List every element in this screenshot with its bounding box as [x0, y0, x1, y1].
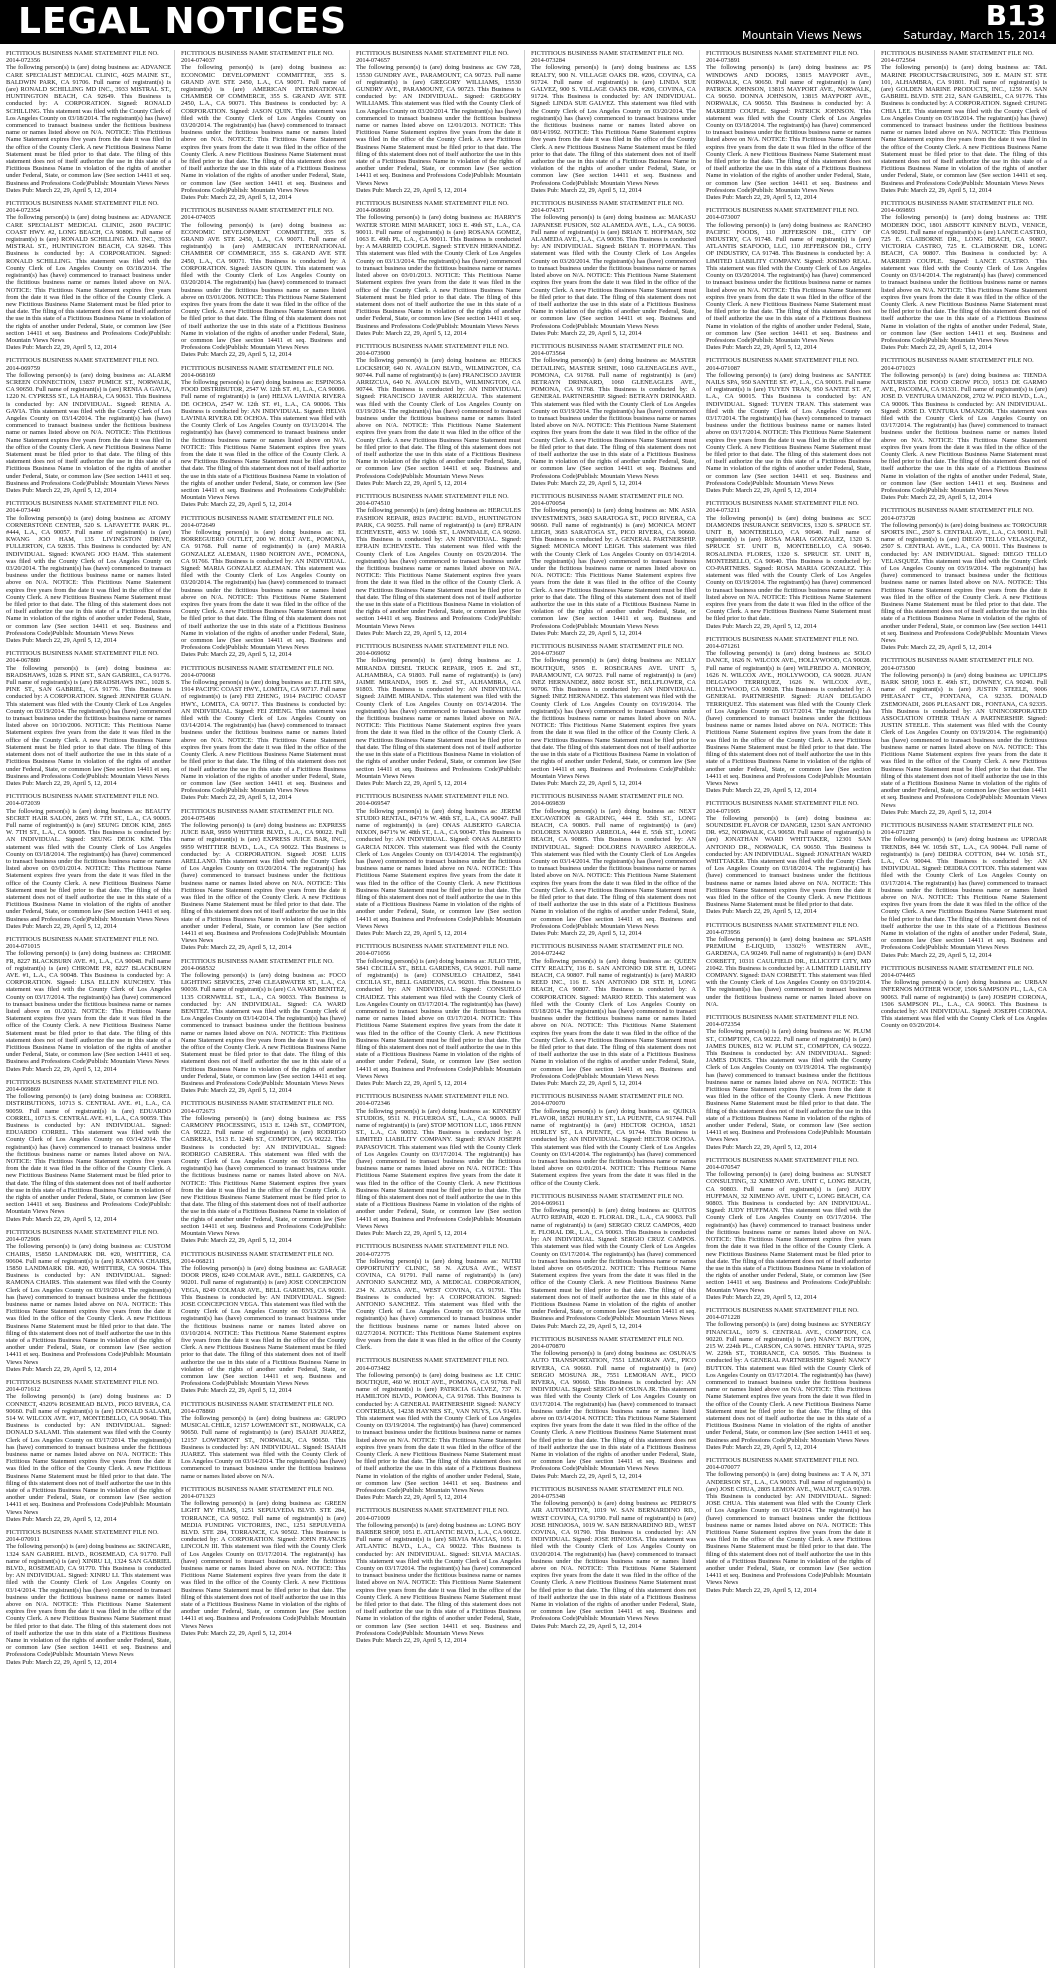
notice-heading: FICTITIOUS BUSINESS NAME STATEMENT FILE NO. 2014-068169 — [181, 364, 334, 379]
notice-publication-dates: Dates Pub: March 22, 29, April 5, 12, 2014 — [356, 1080, 467, 1088]
notice-body: The following person(s) is (are) doing business as: SCC DIAMONDS INSURANCE SERVICES, 1320 S. SPRUCE ST. UNIT B, MONTEBELLO, CA 90640. Full name of registrant(s) is (are) ROSA MARIA GONZALEZ, 1320 S. SPRUCE ST. UNIT B, MONTEBELLO, CA 90640. ROSALINDA FLORES, 1320 S. SPRUCE ST. UNIT B, MONTEBELLO, CA 90640. This Business is conducted by: CO-PARTNERS. Signed: ROSA MARIA GONZALEZ. This statement was filed with the County Clerk of Los Angeles County on 03/19/2014. The registrant(s) has (have) commenced to transact business under the fictitious business name or names listed above on N/A. NOTICE: This Fictitious Name Statement expires five years from the date it was filed in the office of the County Clerk. A new Fictitious Business Name Statement must be filed prior to that date. — [706, 514, 871, 623]
notice-heading: FICTITIOUS BUSINESS NAME STATEMENT FILE NO. 2014-070870 — [531, 1335, 684, 1350]
notice-publication-dates: Dates Pub: March 22, 29, April 5, 12, 2014 — [181, 1237, 292, 1245]
notice-publication-dates: Dates Pub: March 22, 29, April 5, 12, 2014 — [881, 644, 992, 652]
masthead — [0, 0, 1056, 44]
notice-body: The following person(s) is (are) doing business as: HERCULES FASHION REPAIR, 8923 PACIFIC BLVD., HUNTINGTON PARK, CA 90255. Full name of registrant(s) is (are) EFRAIN ECHEVESTE, 4053 W. 160th ST., LAWNDALE, CA 90260. This Business is conducted by: AN INDIVIDUAL. Signed: EFRAIN ECHEVESTE. This statement was filed with the County Clerk of Los Angeles County on 03/20/2014. The registrant(s) has (have) commenced to transact business under the fictitious business name or names listed above on N/A. NOTICE: This Fictitious Name Statement expires five years from the date it was filed in the office of the County Clerk. A new Fictitious Business Name Statement must be filed prior to that date. The filing of this statement does not of itself authorize the use in this state of a Fictitious Business Name in violation of the rights of another under Federal, State, or common law (See section 14411 et seq. Business and Professions Code)Publish: Mountain Views News — [356, 507, 521, 630]
notice-heading: FICTITIOUS BUSINESS NAME STATEMENT FILE NO. 2014-071612 — [6, 1378, 159, 1394]
notice-body: The following person(s) is (are) doing business as: SKINCARE, 1324 SAN GABRIEL BLVD., ROSEMEAD, CA 91770. Full name of registrant(s) is (are) XINRU LI, 1324 SAN GABRIEL BLVD., ROSEMEAD, CA 91770. This Business is conducted by: AN INDIVIDUAL. Signed: XINRU LI. This statement was filed with the County Clerk of Los Angeles County on 03/14/2014. The registrant(s) has (have) commenced to transact business under the fictitious business name or names listed above on N/A. NOTICE: This Fictitious Name Statement expires five years from the date it was filed in the office of the County Clerk. A new Fictitious Business Name Statement must be filed prior to that date. The filing of this statement does not of itself authorize the use in this state of a Fictitious Business Name in violation of the rights of another under Federal, State, or common law (See section 14411 et seq. Business and Professions Code)Publish: Mountain Views News — [6, 1543, 171, 1659]
notice-body: The following person(s) is (are) doing business as: MK ASIA INVESTMENTS, 3683 SARATOGA ST., PICO RIVERA, CA 90660. Full name of registrant(s) is (are) MONICA MONT LEIGH, 3683 SARATOGA ST., PICO RIVERA, CA 90660. This Business is conducted by: A GENERAL PARTNERSHIP. Signed: MONICA MONT LEIGH. This statement was filed with the County Clerk of Los Angeles County on 03/14/2014. The registrant(s) has (have) commenced to transact business under the fictitious business name or names listed above on N/A. NOTICE: This Fictitious Name Statement expires five years from the date it was filed in the office of the County Clerk. A new Fictitious Business Name Statement must be filed prior to that date. The filing of this statement does not of itself authorize the use in this state of a Fictitious Business Name in violation of the rights of another under Federal, State, or common law (See section 14411 et seq. Business and Professions Code)Publish: Mountain Views News — [531, 507, 696, 630]
notice-body: The following person(s) is (are) doing business as: JEREM STUDIO RENTAL, 8471% W. 48th ST., L.A., CA 90047. Full name of registrant(s) is (are) ONAS ALBERTO GARCIA NIXON, 8471% W. 48th ST., L.A., CA 90047. This Business is conducted by: AN INDIVIDUAL. Signed: ONAS ALBERTO GARCIA NIXON. This statement was filed with the County Clerk of Los Angeles County on 03/14/2014. The registrant(s) has (have) commenced to transact business under the fictitious business name or names listed above on N/A. NOTICE: This Fictitious Name Statement expires five years from the date it was filed in the office of the County Clerk. A new Fictitious Business Name Statement must be filed prior to that date. The filing of this statement does not of itself authorize the use in this state of a Fictitious Business Name in violation of the rights of another under Federal, State, or common law (See section 14411 et seq. Business and Professions Code)Publish: Mountain Views News — [356, 807, 521, 930]
legal-notice — [356, 1507, 521, 1644]
notice-body: The following person(s) is (are) doing business as: QUITOS AUTO REPAIR, 4020 E. FLORAL DR., L.A., CA 90063. Full name of registrant(s) is (are) SERGIO CRUZ CAMPOS, 4020 E. FLORAL DR., L.A., CA 90063. This Business is conducted by: AN INDIVIDUAL. Signed: SERGIO CRUZ CAMPOS. This statement was filed with the County Clerk of Los Angeles County on 03/17/2014. The registrant(s) has (have) commenced to transact business under the fictitious business name or names listed above on 05/05/2012. NOTICE: This Fictitious Name Statement expires five years from the date it was filed in the office of the County Clerk. A new Fictitious Business Name Statement must be filed prior to that date. The filing of this statement does not of itself authorize the use in this state of a Fictitious Business Name in violation of the rights of another under Federal, State, or common law (See section 14411 et seq. Business and Professions Code)Publish: Mountain Views News — [531, 1207, 696, 1323]
legal-notice — [181, 808, 346, 952]
legal-notice — [706, 1307, 871, 1451]
notice-body: The following person(s) is (are) doing business as: CORREL DISTRIBUTIONS, 10713 S. CENTRAL AVE. #1, L.A., CA 90059. Full name of registrant(s) is (are) EDUARDO CORREL, 10713 S. CENTRAL AVE. #1, L.A., CA 90059. This Business is conducted by: AN INDIVIDUAL. Signed: EDUARDO CORREL. This statement was filed with the County Clerk of Los Angeles County on 03/14/2014. The registrant(s) has (have) commenced to transact business under the fictitious business name or names listed above on N/A. NOTICE: This Fictitious Name Statement expires five years from the date it was filed in the office of the County Clerk. A new Fictitious Business Name Statement must be filed prior to that date. The filing of this statement does not of itself authorize the use in this state of a Fictitious Business Name in violation of the rights of another under Federal, State, or common law (See section 14411 et seq. Business and Professions Code)Publish: Mountain Views News — [6, 1093, 171, 1216]
notice-body: The following person(s) is (are) doing business as: LSS REALTY, 900 N. VILLAGE OAKS DR. #206, COVINA, CA 91724. Full name of registrant(s) is (are) LINDA SUE GALVEZ, 900 S. VILLAGE OAKS DR. #206, COVINA, CA 91724. This Business is conducted by: AN INDIVIDUAL. Signed: LINDA SUE GALVEZ. This statement was filed with the County Clerk of Los Angeles County on 03/20/2014. The registrant(s) has (have) commenced to transact business under the fictitious business name or names listed above on 08/14/1992. NOTICE: This Fictitious Name Statement expires five years from the date it was filed in the office of the County Clerk. A new Fictitious Business Name Statement must be filed prior to that date. The filing of this statement does not of itself authorize the use in this state of a Fictitious Business Name in violation of the rights of another under Federal, State, or common law (See section 14411 et seq. Business and Professions Code)Publish: Mountain Views News — [531, 64, 696, 187]
notice-body: The following person(s) is (are) doing business as: SOUNDSIDE FLAVOR OF DANGER, 12301 SAN ANTONIO DR. #52, NORWALK, CA 90650. Full name of registrant(s) is (are) JONATHAN WARD WHITTAKER, 12301 SAN ANTONIO DR., NORWALK, CA 90650. This Business is conducted by: AN INDIVIDUAL. Signed: JONATHAN WARD WHITTAKER. This statement was filed with the County Clerk of Los Angeles County on 03/18/2014. The registrant(s) has (have) commenced to transact business under the fictitious business name or names listed above on N/A. NOTICE: This Fictitious Name Statement expires five years from the date it was filed in the office of the County Clerk. A new Fictitious Business Name Statement must be filed prior to that date. — [706, 814, 871, 909]
notice-heading: FICTITIOUS BUSINESS NAME STATEMENT FILE NO. 2014-073440 — [6, 500, 159, 515]
notice-heading: FICTITIOUS BUSINESS NAME STATEMENT FILE NO. 2014-071323 — [181, 1485, 334, 1500]
notice-heading: FICTITIOUS BUSINESS NAME STATEMENT FILE NO. 2014-073564 — [531, 342, 684, 358]
notice-publication-dates: Dates Pub: March 22, 29, April 5, 12, 2014 — [531, 329, 642, 337]
legal-notice — [531, 1193, 696, 1330]
notice-body: The following person(s) is (are) doing business as: QUIKIA FLAVOR, 18521 HURLEY ST., LA PUENTE, CA 91744. Full name of registrant(s) is (are) HECTOR OCHOA, 18521 HURLEY ST., LA PUENTE, CA 91744. This Business is conducted by: AN INDIVIDUAL. Signed: HECTOR OCHOA. This statement was filed with the County Clerk of Los Angeles County on 03/14/2014. The registrant(s) has (have) commenced to transact business under the fictitious business name or names listed above on 02/01/2014. NOTICE: This Fictitious Name Statement expires five years from the date it was filed in the office of the County Clerk. — [531, 1107, 696, 1187]
legal-notice — [706, 500, 871, 630]
column-3 — [356, 50, 525, 1968]
notice-heading: FICTITIOUS BUSINESS NAME STATEMENT FILE NO. 2014-072673 — [181, 1100, 334, 1115]
notice-heading: FICTITIOUS BUSINESS NAME STATEMENT FILE NO. 2014-073007 — [706, 207, 859, 222]
notice-body: The following person(s) is (are) doing business as: MASTER DETAILING, MASTER SHINE, 1060 GLENEAGLES AVE., POMONA, CA 91768. Full name of registrant(s) is (are) BETRAYN DRINKARD, 1060 GLENEAGLES AVE., POMONA, CA 91768. This Business is conducted by: A GENERAL PARTNERSHIP. Signed: BETRAYN DRINKARD. This statement was filed with the County Clerk of Los Angeles County on 03/19/2014. The registrant(s) has (have) commenced to transact business under the fictitious business name or names listed above on N/A. NOTICE: This Fictitious Name Statement expires five years from the date it was filed in the office of the County Clerk. A new Fictitious Business Name Statement must be filed prior to that date. The filing of this statement does not of itself authorize the use in this state of a Fictitious Business Name in violation of the rights of another under Federal, State, or common law (See section 14411 et seq. Business and Professions Code)Publish: Mountain Views News — [531, 357, 696, 480]
notice-publication-dates: Dates Pub: March 22, 29, April 5, 12, 2014 — [531, 186, 642, 194]
notice-heading: FICTITIOUS BUSINESS NAME STATEMENT FILE NO. 2014-073211 — [706, 500, 859, 515]
legal-notice — [6, 500, 171, 644]
notice-body: The following person(s) is (are) doing business as: THE MODERN DOC, 1801 ABBOTT KINNEY BLVD., VENICE, CA 90291. Full name of registrant(s) is (are) LANCE CASTRO, 725 E. CLAIBORNE DR., LONG BEACH, CA 90807. VICTORIA CASTRO, 725 E. CLAIBORNE DR., LONG BEACH, CA 90807. This Business is conducted by: A MARRIED COUPLE. Signed: LANCE CASTRO. This statement was filed with the County Clerk of Los Angeles County on 03/14/2014. The registrant(s) has (have) commenced to transact business under the fictitious business name or names listed above on N/A. NOTICE: This Fictitious Name Statement expires five years from the date it was filed in the office of the County Clerk. A new Fictitious Business Name Statement must be filed prior to that date. The filing of this statement does not of itself authorize the use in this state of a Fictitious Business Name in violation of the rights of another under Federal, State, or common law (See section 14411 et seq. Business and Professions Code)Publish: Mountain Views News — [881, 214, 1047, 344]
notice-body: The following person(s) is (are) doing business as: BEAUTY SECRET HAIR SALON, 2865 W. 7TH ST., L.A., CA 90005. Full name of registrant(s) is (are) SEUNG DEOK KIM, 2865 W. 7TH ST., L.A., CA 90005. This Business is conducted by: AN INDIVIDUAL. Signed: SEUNG DEOK KIM. This statement was filed with the County Clerk of Los Angeles County on 03/18/2014. The registrant(s) has (have) commenced to transact business under the fictitious business name or names listed above on 03/01/2014. NOTICE: This Fictitious Name Statement expires five years from the date it was filed in the office of the County Clerk. A new Fictitious Business Name Statement must be filed prior to that date. The filing of this statement does not of itself authorize the use in this state of a Fictitious Business Name in violation of the rights of another under Federal, State, or common law (See section 14411 et seq. Business and Professions Code)Publish: Mountain Views News — [6, 807, 171, 923]
notice-body: The following person(s) is (are) doing business as: UPROAR TRENDS, 844 W. 105th ST., L.A., CA 90044. Full name of registrant(s) is (are) DEIDRA COTTON, 844 W. 105th ST., L.A., CA 90044. This Business is conducted by: AN INDIVIDUAL. Signed: DEIDRA COTTON. This statement was filed with the County Clerk of Los Angeles County on 03/17/2014. The registrant(s) has (have) commenced to transact business under the fictitious business name or names listed above on N/A. NOTICE: This Fictitious Name Statement expires five years from the date it was filed in the office of the County Clerk. A new Fictitious Business Name Statement must be filed prior to that date. The filing of this statement does not of itself authorize the use in this state of a Fictitious Business Name in violation of the rights of another under Federal, State, or common law (See section 14411 et seq. Business and Professions Code)Publish: Mountain Views News — [881, 836, 1047, 952]
notice-publication-dates: Dates Pub: March 22, 29, April 5, 12, 2014 — [706, 486, 817, 494]
notice-heading: FICTITIOUS BUSINESS NAME STATEMENT FILE NO. 2014-069869 — [6, 1078, 159, 1094]
notice-publication-dates: Dates Pub: March 22, 29, April 5, 12, 2014 — [181, 501, 292, 509]
legal-notice — [706, 1014, 871, 1151]
notice-heading: FICTITIOUS BUSINESS NAME STATEMENT FILE NO. 2014-068660 — [356, 200, 509, 215]
legal-notice — [356, 1093, 521, 1237]
legal-notice — [881, 657, 1047, 815]
notice-publication-dates: Dates Pub: March 22, 29, April 5, 12, 2014 — [531, 1080, 642, 1088]
notice-publication-dates: Dates Pub: March 22, 29, April 5, 12, 2014 — [531, 629, 642, 637]
notice-body: The following person(s) is (are) doing business as: CUSTOM CHAIRS, 15850 LANDMARK DR. #20, WHITTIER, CA 90604. Full name of registrant(s) is (are) RAMONA CHAIRS, 15850 LANDMARK DR. #20, WHITTIER, CA 90604. This Business is conducted by: AN INDIVIDUAL. Signed: RAMONA CHAIRS. This statement was filed with the County Clerk of Los Angeles County on 03/19/2014. The registrant(s) has (have) commenced to transact business under the fictitious business name or names listed above on N/A. NOTICE: This Fictitious Name Statement expires five years from the date it was filed in the office of the County Clerk. A new Fictitious Business Name Statement must be filed prior to that date. The filing of this statement does not of itself authorize the use in this state of a Fictitious Business Name in violation of the rights of another under Federal, State, or common law (See section 14411 et seq. Business and Professions Code)Publish: Mountain Views News — [6, 1243, 171, 1366]
notice-publication-dates: Dates Pub: March 22, 29, April 5, 12, 2014 — [531, 479, 642, 487]
legal-notice — [356, 343, 521, 487]
notice-publication-dates: Dates Pub: March 22, 29, April 5, 12, 2014 — [6, 1658, 117, 1666]
notice-heading: FICTITIOUS BUSINESS NAME STATEMENT FILE NO. 2014-067880 — [6, 650, 159, 665]
legal-notice — [356, 793, 521, 937]
legal-notice — [881, 357, 1047, 501]
notice-heading: FICTITIOUS BUSINESS NAME STATEMENT FILE NO. 2014-075486 — [181, 807, 334, 822]
notice-publication-dates: Dates Pub: March 22, 29, April 5, 12, 2014 — [356, 329, 467, 337]
notice-publication-dates: Dates Pub: March 22, 29, April 5, 12, 2014 — [706, 1586, 817, 1594]
notice-body: The following person(s) is (are) doing business as: FSS CARMONY PROCESSING, 1513 E. 124th ST., COMPTON, CA 90222. Full name of registrant(s) is (are) RODRIGO CABRERA, 1513 E. 124th ST., COMPTON, CA 90222. This Business is conducted by: AN INDIVIDUAL. Signed: RODRIGO CABRERA. This statement was filed with the County Clerk of Los Angeles County on 03/19/2014. The registrant(s) has (have) commenced to transact business under the fictitious business name or names listed above on N/A. NOTICE: This Fictitious Name Statement expires five years from the date it was filed in the office of the County Clerk. A new Fictitious Business Name Statement must be filed prior to that date. The filing of this statement does not of itself authorize the use in this state of a Fictitious Business Name in violation of the rights of another under Federal, State, or common law (See section 14411 et seq. Business and Professions Code)Publish: Mountain Views News — [181, 1114, 346, 1238]
notice-heading: FICTITIOUS BUSINESS NAME STATEMENT FILE NO. 2014-073900 — [356, 342, 509, 358]
legal-notice — [356, 493, 521, 637]
notice-publication-dates: Dates Pub: March 22, 29, April 5, 12, 2014 — [531, 779, 642, 787]
notice-publication-dates: Dates Pub: March 22, 29, April 5, 12, 2014 — [706, 1293, 817, 1301]
legal-notice — [181, 1401, 346, 1480]
notice-body: The following person(s) is (are) doing business as: NUTRI OPPORTUNITY CLINIC, 58 N. AZUSA AVE., WEST COVINA, CA 91791. Full name of registrant(s) is (are) ANTONIO SANCHEZ MD, A MEDICAL CORPORATION, 234 N. AZUSA AVE., WEST COVINA, CA 91791. This Business is conducted by: A CORPORATION. Signed: ANTONIO SANCHEZ. This statement was filed with the County Clerk of Los Angeles County on 03/18/2014. The registrant(s) has (have) commenced to transact business under the fictitious business name or names listed above on 02/27/2014. NOTICE: This Fictitious Name Statement expires five years from the date it was filed in the office of the County Clerk. — [356, 1257, 521, 1352]
notice-publication-dates: Dates Pub: March 22, 29, April 5, 12, 2014 — [181, 1087, 292, 1095]
notice-heading: FICTITIOUS BUSINESS NAME STATEMENT FILE NO. 2014-071261 — [706, 635, 859, 651]
legal-notice — [531, 1336, 696, 1480]
notice-publication-dates: Dates Pub: March 22, 29, April 5, 12, 2014 — [356, 1494, 467, 1502]
notice-body: The following person(s) is (are) doing business as: KINNEBY STUDIOS, 9511 N. FIGUEROA ST., L.A., CA 90003. Full name of registrant(s) is (are) STOP MOTION LLC, 1866 FENN ST., L.A., CA 90032. This Business is conducted by: A LIMITED LIABILITY COMPANY. Signed: RYAN JOSEPH PAPASOVICH. This statement was filed with the County Clerk of Los Angeles County on 03/17/2014. The registrant(s) has (have) commenced to transact business under the fictitious business name or names listed above on N/A. NOTICE: This Fictitious Name Statement expires five years from the date it was filed in the office of the County Clerk. A new Fictitious Business Name Statement must be filed prior to that date. The filing of this statement does not of itself authorize the use in this state of a Fictitious Business Name in violation of the rights of another under Federal, State, or common law (See section 14411 et seq. Business and Professions Code)Publish: Mountain Views News — [356, 1107, 521, 1230]
legal-notice — [181, 515, 346, 659]
notice-heading: FICTITIOUS BUSINESS NAME STATEMENT FILE NO. 2014-071287 — [881, 821, 1034, 837]
legal-notice — [706, 207, 871, 351]
legal-notice — [531, 793, 696, 937]
notice-heading: FICTITIOUS BUSINESS NAME STATEMENT FILE NO. 2014-070068 — [181, 664, 334, 679]
notice-publication-dates: Dates Pub: March 22, 29, April 5, 12, 2014 — [181, 194, 292, 202]
notice-heading: FICTITIOUS BUSINESS NAME STATEMENT FILE NO. 2014-068211 — [181, 1250, 334, 1265]
notice-body: The following person(s) is (are) doing business as: NEXT EXCAVATION & GRADING, 444 E. 55th ST., LONG BEACH, CA 90805. Full name of registrant(s) is (are) DOLORES NAVARRO ARREOLA, 444 E. 55th ST., LONG BEACH, CA 90805. This Business is conducted by: AN INDIVIDUAL. Signed: DOLORES NAVARRO ARREOLA. This statement was filed with the County Clerk of Los Angeles County on 03/14/2014. The registrant(s) has (have) commenced to transact business under the fictitious business name or names listed above on N/A. NOTICE: This Fictitious Name Statement expires five years from the date it was filed in the office of the County Clerk. A new Fictitious Business Name Statement must be filed prior to that date. The filing of this statement does not of itself authorize the use in this state of a Fictitious Business Name in violation of the rights of another under Federal, State, or common law (See section 14411 et seq. Business and Professions Code)Publish: Mountain Views News — [531, 807, 696, 930]
notice-body: The following person(s) is (are) doing business as: ELITE SPA, 1914 PACIFIC COAST HWY., LOMITA, CA 90717. Full name of registrant(s) is (are) FEI ZHENG, 1914 PACIFIC COAST HWY., LOMITA, CA 90717. This Business is conducted by: AN INDIVIDUAL. Signed: FEI ZHENG. This statement was filed with the County Clerk of Los Angeles County on 03/14/2014. The registrant(s) has (have) commenced to transact business under the fictitious business name or names listed above on N/A. NOTICE: This Fictitious Name Statement expires five years from the date it was filed in the office of the County Clerk. A new Fictitious Business Name Statement must be filed prior to that date. The filing of this statement does not of itself authorize the use in this state of a Fictitious Business Name in violation of the rights of another under Federal, State, or common law (See section 14411 et seq. Business and Professions Code)Publish: Mountain Views News — [181, 679, 346, 795]
notice-heading: FICTITIOUS BUSINESS NAME STATEMENT FILE NO. 2014-074465 — [881, 964, 1034, 979]
notice-body: The following person(s) is (are) doing business as: TOROCURR SPORTS INC., 2507 S. CENTRAL AVE., L.A., CA 90011. Full name of registrant(s) is (are) DIEGO TELLO VELASQUEZ, 2507 S. CENTRAL AVE., L.A., CA 90011. This Business is conducted by: AN INDIVIDUAL. Signed: DIEGO TELLO VELASQUEZ. This statement was filed with the County Clerk of Los Angeles County on 03/19/2014. The registrant(s) has (have) commenced to transact business under the fictitious business name or names listed above on N/A. NOTICE: This Fictitious Name Statement expires five years from the date it was filed in the office of the County Clerk. A new Fictitious Business Name Statement must be filed prior to that date. The filing of this statement does not of itself authorize the use in this state of a Fictitious Business Name in violation of the rights of another under Federal, State, or common law (See section 14411 et seq. Business and Professions Code)Publish: Mountain Views News — [881, 521, 1047, 645]
notice-publication-dates: Dates Pub: March 22, 29, April 5, 12, 2014 — [181, 794, 292, 802]
notice-publication-dates: Dates Pub: March 22, 29, April 5, 12, 2014 — [706, 194, 817, 202]
notice-body: The following person(s) is (are) doing business as: RANCHO PACIFIC FOODS, 110 JEFFERSON DR., CITY OF INDUSTRY, CA 91748. Full name of registrant(s) is (are) ATLANTIS SEAFOOD, LLC, 110 JEFFERSON DR., CITY OF INDUSTRY, CA 91748. This Business is conducted by: A LIMITED LIABILITY COMPANY. Signed: JOSIMO REAL. This statement was filed with the County Clerk of Los Angeles County on 03/20/2014. The registrant(s) has (have) commenced to transact business under the fictitious business name or names listed above on N/A. NOTICE: This Fictitious Name Statement expires five years from the date it was filed in the office of the County Clerk. A new Fictitious Business Name Statement must be filed prior to that date. The filing of this statement does not of itself authorize the use in this state of a Fictitious Business Name in violation of the rights of another under Federal, State, or common law (See section 14411 et seq. Business and Professions Code)Publish: Mountain Views News — [706, 221, 871, 344]
notice-body: The following person(s) is (are) doing business as: HARRY'S WATER STORE MINI MARKET, 1063 E. 49th ST., L.A., CA 90011. Full name of registrant(s) is (are) ROSANA GOMEZ, 1063 E. 49th PL, L.A., CA 90011. This Business is conducted by: A MARRIED COUPLE. Signed: STEVEN HERNANDEZ. This statement was filed with the County Clerk of Los Angeles County on 03/13/2014. The registrant(s) has (have) commenced to transact business under the fictitious business name or names listed above on 03/01/2013. NOTICE: This Fictitious Name Statement expires five years from the date it was filed in the office of the County Clerk. A new Fictitious Business Name Statement must be filed prior to that date. The filing of this statement does not of itself authorize the use in this state of a Fictitious Business Name in violation of the rights of another under Federal, State, or common law (See section 14411 et seq. Business and Professions Code)Publish: Mountain Views News — [356, 214, 521, 330]
issue-date: Saturday, March 15, 2014 — [903, 29, 1046, 42]
notice-heading: FICTITIOUS BUSINESS NAME STATEMENT FILE NO. 2014-073284 — [531, 50, 684, 65]
notice-heading: FICTITIOUS BUSINESS NAME STATEMENT FILE NO. 2014-072039 — [6, 793, 159, 808]
notice-heading: FICTITIOUS BUSINESS NAME STATEMENT FILE NO. 2014-078860 — [181, 1400, 334, 1415]
notice-body: The following person(s) is (are) doing business as: SOLO DANCE, 1626 N. WILCOX AVE., HOLLYWOOD, CA 90028. Full name of registrant(s) is (are) WILFREDO A. MONROY, 1626 N. WILCOX AVE., HOLLYWOOD, CA 90028. JUAN DELGADO TERRIQUEZ, 1626 N. WILCOX AVE., HOLLYWOOD, CA 90028. This Business is conducted by: A GENERAL PARTNERSHIP. Signed: JUAN DELGADO TERRIQUEZ. This statement was filed with the County Clerk of Los Angeles County on 03/17/2014. The registrant(s) has (have) commenced to transact business under the fictitious business name or names listed above on N/A. NOTICE: This Fictitious Name Statement expires five years from the date it was filed in the office of the County Clerk. A new Fictitious Business Name Statement must be filed prior to that date. The filing of this statement does not of itself authorize the use in this state of a Fictitious Business Name in violation of the rights of another under Federal, State, or common law (See section 14411 et seq. Business and Professions Code)Publish: Mountain Views News — [706, 650, 871, 787]
legal-notice — [706, 1457, 871, 1594]
legal-notice — [356, 643, 521, 787]
notice-heading: FICTITIOUS BUSINESS NAME STATEMENT FILE NO. 2014-071228 — [706, 1306, 859, 1322]
legal-notice — [6, 50, 171, 194]
notice-publication-dates: Dates Pub: March 22, 29, April 5, 12, 2014 — [6, 922, 117, 930]
notice-body: The following person(s) is (are) doing business as: T&L MARINE PRODUCTS&CRUISING, 309 E. MAIN ST. STE 101, ALHAMBRA, CA 91801. Full name of registrant(s) is (are) GOLDEN MARINE PRODUCTS, INC., 1259 N. SAN GABRIEL BLVD. STE 212, SAN GABRIEL, CA 91776. This Business is conducted by: A CORPORATION. Signed: CHUNG CHIA LEE. This statement was filed with the County Clerk of Los Angeles County on 03/18/2014. The registrant(s) has (have) commenced to transact business under the fictitious business name or names listed above on N/A. NOTICE: This Fictitious Name Statement expires five years from the date it was filed in the office of the County Clerk. A new Fictitious Business Name Statement must be filed prior to that date. The filing of this statement does not of itself authorize the use in this state of a Fictitious Business Name in violation of the rights of another under Federal, State, or common law (See section 14411 et seq. Business and Professions Code)Publish: Mountain Views News — [881, 64, 1047, 187]
legal-notice — [706, 50, 871, 201]
notice-body: The following person(s) is (are) doing business as: T A N, 371 ANDERSON ST., L.A., CA 90033. Full name of registrant(s) is (are) JOSE CHUA, 2805 LEMON AVE., WALNUT, CA 91789. This Business is conducted by: AN INDIVIDUAL. Signed: JOSE CHUA. This statement was filed with the County Clerk of Los Angeles County on 03/14/2014. The registrant(s) has (have) commenced to transact business under the fictitious business name or names listed above on N/A. NOTICE: This Fictitious Name Statement expires five years from the date it was filed in the office of the County Clerk. A new Fictitious Business Name Statement must be filed prior to that date. The filing of this statement does not of itself authorize the use in this state of a Fictitious Business Name in violation of the rights of another under Federal, State, or common law (See section 14411 et seq. Business and Professions Code)Publish: Mountain Views News — [706, 1471, 871, 1587]
legal-notice — [6, 936, 171, 1073]
notice-heading: FICTITIOUS BUSINESS NAME STATEMENT FILE NO. 2014-069547 — [356, 793, 509, 808]
notice-heading: FICTITIOUS BUSINESS NAME STATEMENT FILE NO. 2014-071015 — [6, 935, 159, 951]
legal-notice — [531, 1093, 696, 1187]
column-1 — [6, 50, 175, 1968]
notice-heading: FICTITIOUS BUSINESS NAME STATEMENT FILE NO. 2014-073956 — [706, 921, 859, 936]
notice-heading: FICTITIOUS BUSINESS NAME STATEMENT FILE NO. 2014-072354 — [706, 1014, 859, 1029]
notice-body: The following person(s) is (are) doing business as: ADVANCE CARE SPECIALIST MEDICAL CLINIC, 2600 PACIFIC COAST HWY. #2, LONG BEACH, CA 90806. Full name of registrant(s) is (are) RONALD SCHILLING MD. INC., 3933 MISTRAL ST., HUNTINGTON BEACH, CA 92649. This Business is conducted by: A CORPORATION. Signed: RONALD SCHILLING. This statement was filed with the County Clerk of Los Angeles County on 03/18/2014. The registrant(s) has (have) commenced to transact business under the fictitious business name or names listed above on N/A. NOTICE: This Fictitious Name Statement expires five years from the date it was filed in the office of the County Clerk. A new Fictitious Business Name Statement must be filed prior to that date. The filing of this statement does not of itself authorize the use in this state of a Fictitious Business Name in violation of the rights of another under Federal, State, or common law (See section 14411 et seq. Business and Professions Code)Publish: Mountain Views News — [6, 214, 171, 344]
notice-body: The following person(s) is (are) doing business as: PEDRO'S AIR AUTOMOTIVE, 1019 W. SAN BERNARDINO RD., WEST COVINA, CA 91790. Full name of registrant(s) is (are) JOSE HINOJOSA, 1019 W. SAN BERNARDINO RD., WEST COVINA, CA 91790. This Business is conducted by: AN INDIVIDUAL. Signed: JOSE HINOJOSA. This statement was filed with the County Clerk of Los Angeles County on 03/20/2014. The registrant(s) has (have) commenced to transact business under the fictitious business name or names listed above on N/A. NOTICE: This Fictitious Name Statement expires five years from the date it was filed in the office of the County Clerk. A new Fictitious Business Name Statement must be filed prior to that date. The filing of this statement does not of itself authorize the use in this state of a Fictitious Business Name in violation of the rights of another under Federal, State, or common law (See section 14411 et seq. Business and Professions Code)Publish: Mountain Views News — [531, 1500, 696, 1623]
notice-publication-dates: Dates Pub: March 22, 29, April 5, 12, 2014 — [6, 637, 117, 645]
notice-heading: FICTITIOUS BUSINESS NAME STATEMENT FILE NO. 2014-070077 — [706, 1456, 859, 1472]
notice-body: The following person(s) is (are) doing business as: ECONOMIC DEVELOPMENT COMMITTEE, 355 S. GRAND AVE STE 2450, L.A., CA 90071. Full name of registrant(s) is (are) AMERICAN INTERNATIONAL CHAMBER OF COMMERCE, 355 S. GRAND AVE STE 2450, L.A., CA 90071. This Business is conducted by: A CORPORATION. Signed: JASON QUIN. This statement was filed with the County Clerk of Los Angeles County on 03/20/2014. The registrant(s) has (have) commenced to transact business under the fictitious business name or names listed above on N/A. NOTICE: This Fictitious Name Statement expires five years from the date it was filed in the office of the County Clerk. A new Fictitious Business Name Statement must be filed prior to that date. The filing of this statement does not of itself authorize the use in this state of a Fictitious Business Name in violation of the rights of another under Federal, State, or common law (See section 14411 et seq. Business and Professions Code)Publish: Mountain Views News — [181, 64, 346, 194]
notice-body: The following person(s) is (are) doing business as: EXPRESS JUICE BAR, 9959 WHITTIER BLVD., L.A., CA 90022. Full name of registrant(s) is (are) EXPRESS JUICE BAR, INC., 9959 WHITTIER BLVD., L.A., CA 90022. This Business is conducted by: A CORPORATION. Signed: JOSE LUIS ARELLANO. This statement was filed with the County Clerk of Los Angeles County on 03/20/2014. The registrant(s) has (have) commenced to transact business under the fictitious business name or names listed above on N/A. NOTICE: This Fictitious Name Statement expires five years from the date it was filed in the office of the County Clerk. A new Fictitious Business Name Statement must be filed prior to that date. The filing of this statement does not of itself authorize the use in this state of a Fictitious Business Name in violation of the rights of another under Federal, State, or common law (See section 14411 et seq. Business and Professions Code)Publish: Mountain Views News — [181, 821, 346, 945]
notice-heading: FICTITIOUS BUSINESS NAME STATEMENT FILE NO. 2014-072442 — [531, 943, 684, 958]
legal-notice — [181, 665, 346, 802]
notice-publication-dates: Dates Pub: March 22, 29, April 5, 12, 2014 — [181, 651, 292, 659]
legal-notice — [356, 200, 521, 337]
legal-notice — [531, 200, 696, 337]
legal-notice — [6, 1229, 171, 1373]
notice-body: The following person(s) is (are) doing business as: SUNSET CONSULTING, 32 XIMENO AVE. UNIT C, LONG BEACH, CA 90803. Full name of registrant(s) is (are) JUDY HUFFMAN, 32 XIMENO AVE. UNIT C, LONG BEACH, CA 90803. This Business is conducted by: AN INDIVIDUAL. Signed: JUDY HUFFMAN. This statement was filed with the County Clerk of Los Angeles County on 03/17/2014. The registrant(s) has (have) commenced to transact business under the fictitious business name or names listed above on N/A. NOTICE: This Fictitious Name Statement expires five years from the date it was filed in the office of the County Clerk. A new Fictitious Business Name Statement must be filed prior to that date. The filing of this statement does not of itself authorize the use in this state of a Fictitious Business Name in violation of the rights of another under Federal, State, or common law (See section 14411 et seq. Business and Professions Code)Publish: Mountain Views News — [706, 1171, 871, 1294]
notice-body: The following person(s) is (are) doing business as: BRADSHAWS, 1028 S. PINE ST., SAN GABRIEL, CA 91776. Full name of registrant(s) is (are) BRADSHAWS INC., 1028 S. PINE ST., SAN GABRIEL, CA 91776. This Business is conducted by: A CORPORATION. Signed: JENNIFER GUAN. This statement was filed with the County Clerk of Los Angeles County on 03/19/2014. The registrant(s) has (have) commenced to transact business under the fictitious business name or names listed above on 10/10/2006. NOTICE: This Fictitious Name Statement expires five years from the date it was filed in the office of the County Clerk. A new Fictitious Business Name Statement must be filed prior to that date. The filing of this statement does not of itself authorize the use in this state of a Fictitious Business Name in violation of the rights of another under Federal, State, or common law (See section 14411 et seq. Business and Professions Code)Publish: Mountain Views News — [6, 664, 171, 780]
notice-heading: FICTITIOUS BUSINESS NAME STATEMENT FILE NO. 2014-070054 — [531, 492, 684, 508]
notice-heading: FICTITIOUS BUSINESS NAME STATEMENT FILE NO. 2014-071009 — [356, 1507, 509, 1522]
notice-publication-dates: Dates Pub: March 22, 29, April 5, 12, 2014 — [356, 929, 467, 937]
legal-notice — [356, 1357, 521, 1501]
notice-heading: FICTITIOUS BUSINESS NAME STATEMENT FILE NO. 2014-072356 — [6, 50, 159, 65]
notice-heading: FICTITIOUS BUSINESS NAME STATEMENT FILE NO. 2014-071056 — [356, 943, 509, 958]
notice-publication-dates: Dates Pub: March 22, 29, April 5, 12, 2014 — [6, 486, 117, 494]
page-number: B13 — [985, 0, 1046, 32]
legal-notice — [181, 958, 346, 1095]
notice-publication-dates: Dates Pub: March 22, 29, April 5, 12, 2014 — [531, 1472, 642, 1480]
notice-body: The following person(s) is (are) doing business as: PS WINDOWS AND DOORS, 13815 MAYPORT AVE., NORWALK, CA 90650. Full name of registrant(s) is (are) PATRICK JOHNSON, 13815 MAYPORT AVE., NORWALK, CA 90650. DONNA JOHNSON, 13815 MAYPORT AVE., NORWALK, CA 90650. This Business is conducted by: A MARRIED COUPLE. Signed: PATRICK JOHNSON. This statement was filed with the County Clerk of Los Angeles County on 03/18/2014. The registrant(s) has (have) commenced to transact business under the fictitious business name or names listed above on N/A. NOTICE: This Fictitious Name Statement expires five years from the date it was filed in the office of the County Clerk. A new Fictitious Business Name Statement must be filed prior to that date. The filing of this statement does not of itself authorize the use in this state of a Fictitious Business Name in violation of the rights of another under Federal, State, or common law (See section 14411 et seq. Business and Professions Code)Publish: Mountain Views News — [706, 64, 871, 194]
notice-publication-dates: Dates Pub: March 22, 29, April 5, 12, 2014 — [356, 479, 467, 487]
notice-heading: FICTITIOUS BUSINESS NAME STATEMENT FILE NO. 2014-072564 — [881, 50, 1034, 65]
notice-publication-dates: Dates Pub: March 22, 29, April 5, 12, 2014 — [356, 1230, 467, 1238]
notice-body: The following person(s) is (are) doing business as: TIENDA NATURISTA DE FOOD CROW PICO, 10513 DE GARMO AVE., PACOIMA, CA 91331. Full name of registrant(s) is (are) JOSE D. VENTURA UMANZOR, 2702 W. PICO BLVD., L.A., CA 90006. This Business is conducted by: AN INDIVIDUAL. Signed: JOSE D. VENTURA UMANZOR. This statement was filed with the County Clerk of Los Angeles County on 03/17/2014. The registrant(s) has (have) commenced to transact business under the fictitious business name or names listed above on N/A. NOTICE: This Fictitious Name Statement expires five years from the date it was filed in the office of the County Clerk. A new Fictitious Business Name Statement must be filed prior to that date. The filing of this statement does not of itself authorize the use in this state of a Fictitious Business Name in violation of the rights of another under Federal, State, or common law (See section 14411 et seq. Business and Professions Code)Publish: Mountain Views News — [881, 371, 1047, 494]
notice-publication-dates: Dates Pub: March 22, 29, April 5, 12, 2014 — [181, 944, 292, 952]
notice-heading: FICTITIOUS BUSINESS NAME STATEMENT FILE NO. 2014-075348 — [531, 1485, 684, 1500]
notice-publication-dates: Dates Pub: March 22, 29, April 5, 12, 2014 — [706, 787, 817, 795]
notice-heading: FICTITIOUS BUSINESS NAME STATEMENT FILE NO. 2014-074371 — [531, 200, 684, 215]
notice-body: The following person(s) is (are) doing business as: UPICLIPS BARK SHOP, 1063 E. 49th ST., DOWNEY, CA 90240. Full name of registrant(s) is (are) JUSTIN STEELE, 9006 PHEASANT CT., FONTANA, CA 92335. DONALD ZSEMONADI, 2606 PLEASANT DR., FONTANA, CA 92335. This Business is conducted by: AN UNINCORPORATED ASSOCIATION OTHER THAN A PARTNERSHIP. Signed: JUSTIN STEELE. This statement was filed with the County Clerk of Los Angeles County on 03/19/2014. The registrant(s) has (have) commenced to transact business under the fictitious business name or names listed above on N/A. NOTICE: This Fictitious Name Statement expires five years from the date it was filed in the office of the County Clerk. A new Fictitious Business Name Statement must be filed prior to that date. The filing of this statement does not of itself authorize the use in this state of a Fictitious Business Name in violation of the rights of another under Federal, State, or common law (See section 14411 et seq. Business and Professions Code)Publish: Mountain Views News — [881, 671, 1047, 809]
notice-publication-dates: Dates Pub: March 22, 29, April 5, 12, 2014 — [356, 629, 467, 637]
notice-heading: FICTITIOUS BUSINESS NAME STATEMENT FILE NO. 2014-073500 — [881, 657, 1034, 672]
newspaper-name: Mountain Views News — [742, 29, 862, 42]
column-6 — [881, 50, 1050, 1968]
notice-body: The following person(s) is (are) doing business as: MAKASU JAPANESE FUSION, 502 ALAMEDA AVE., L.A., CA 90036. Full name of registrant(s) is (are) BRIAN T. HOFFMAN, 502 ALAMEDA AVE., L.A., CA 90036. This Business is conducted by: AN INDIVIDUAL. Signed: BRIAN T. HOFFMAN. This statement was filed with the County Clerk of Los Angeles County on 03/20/2014. The registrant(s) has (have) commenced to transact business under the fictitious business name or names listed above on N/A. NOTICE: This Fictitious Name Statement expires five years from the date it was filed in the office of the County Clerk. A new Fictitious Business Name Statement must be filed prior to that date. The filing of this statement does not of itself authorize the use in this state of a Fictitious Business Name in violation of the rights of another under Federal, State, or common law (See section 14411 et seq. Business and Professions Code)Publish: Mountain Views News — [531, 214, 696, 330]
notice-publication-dates: Dates Pub: March 22, 29, April 5, 12, 2014 — [706, 908, 817, 916]
column-5 — [706, 50, 875, 1968]
legal-notice — [706, 922, 871, 1008]
notice-heading: FICTITIOUS BUSINESS NAME STATEMENT FILE NO. 2014-072775 — [356, 1243, 509, 1258]
notice-columns — [6, 50, 1050, 1968]
notice-publication-dates: Dates Pub: March 22, 29, April 5, 12, 2014 — [706, 344, 817, 352]
notice-publication-dates: Dates Pub: March 22, 29, April 5, 12, 2014 — [706, 1443, 817, 1451]
legal-notice — [356, 50, 521, 194]
notice-heading: FICTITIOUS BUSINESS NAME STATEMENT FILE NO. 2014-074657 — [356, 50, 509, 65]
notice-publication-dates: Dates Pub: March 22, 29, April 5, 12, 2014 — [6, 1515, 117, 1523]
notice-body: The following person(s) is (are) doing business as: ALARM SCREEN CONNECTION, 13837 PUMICE ST., NORWALK, CA 90650. Full name of registrant(s) is (are) RENIA A GAVIA, 1220 N. CYPRESS ST., LA HABRA, CA 90631. This Business is conducted by: AN INDIVIDUAL. Signed: RENIA A. GAVIA. This statement was filed with the County Clerk of Los Angeles County on 03/14/2014. The registrant(s) has (have) commenced to transact business under the fictitious business name or names listed above on N/A. NOTICE: This Fictitious Name Statement expires five years from the date it was filed in the office of the County Clerk. A new Fictitious Business Name Statement must be filed prior to that date. The filing of this statement does not of itself authorize the use in this state of a Fictitious Business Name in violation of the rights of another under Federal, State, or common law (See section 14411 et seq. Business and Professions Code)Publish: Mountain Views News — [6, 371, 171, 487]
notice-body: The following person(s) is (are) doing business as: GRUPO MUSICAL CHILE, 12157 LOWEMONT ST., NORWALK, CA 90650. Full name of registrant(s) is (are) ISAIAH JUAREZ, 12157 LOWEMONT ST., NORWALK, CA 90650. This Business is conducted by: AN INDIVIDUAL. Signed: ISAIAH JUAREZ. This statement was filed with the County Clerk of Los Angeles County on 03/14/2014. The registrant(s) has (have) commenced to transact business under the fictitious business name or names listed above on N/A. — [181, 1414, 346, 1480]
notice-heading: FICTITIOUS BUSINESS NAME STATEMENT FILE NO. 2014-069839 — [531, 793, 684, 808]
legal-notice — [6, 1379, 171, 1523]
column-2 — [181, 50, 350, 1968]
legal-notice — [6, 1529, 171, 1666]
notice-publication-dates: Dates Pub: March 22, 29, April 5, 12, 2014 — [706, 622, 817, 630]
legal-notice — [531, 493, 696, 637]
legal-notice — [531, 643, 696, 787]
notice-body: The following person(s) is (are) doing business as: GARAGE DOOR PROS, 8249 COLMAR AVE., BELL GARDENS, CA 90201. Full name of registrant(s) is (are) JOSE CONCEPCION VEGA, 8249 COLMAR AVE., BELL GARDENS, CA 90201. This Business is conducted by: AN INDIVIDUAL. Signed: JOSE CONCEPCION VEGA. This statement was filed with the County Clerk of Los Angeles County on 03/13/2014. The registrant(s) has (have) commenced to transact business under the fictitious business name or names listed above on 03/10/2014. NOTICE: This Fictitious Name Statement expires five years from the date it was filed in the office of the County Clerk. A new Fictitious Business Name Statement must be filed prior to that date. The filing of this statement does not of itself authorize the use in this state of a Fictitious Business Name in violation of the rights of another under Federal, State, or common law (See section 14411 et seq. Business and Professions Code)Publish: Mountain Views News — [181, 1264, 346, 1388]
notice-heading: FICTITIOUS BUSINESS NAME STATEMENT FILE NO. 2014-072649 — [181, 514, 334, 529]
legal-notice — [181, 1486, 346, 1637]
notice-body: The following person(s) is (are) doing business as: JULIO THE, 5841 CECILIA ST., BELL GARDENS, CA 90201. Full name of registrant(s) is (are) CONSUELO CHAIDEZ, 5841 CECILIA ST., BELL GARDENS, CA 90201. This Business is conducted by: AN INDIVIDUAL. Signed: CONSUELO CHAIDEZ. This statement was filed with the County Clerk of Los Angeles County on 03/17/2014. The registrant(s) has (have) commenced to transact business under the fictitious business name or names listed above on 03/17/2014. NOTICE: This Fictitious Name Statement expires five years from the date it was filed in the office of the County Clerk. A new Fictitious Business Name Statement must be filed prior to that date. The filing of this statement does not of itself authorize the use in this state of a Fictitious Business Name in violation of the rights of another under Federal, State, or common law (See section 14411 et seq. Business and Professions Code)Publish: Mountain Views News — [356, 957, 521, 1080]
notice-publication-dates: Dates Pub: March 22, 29, April 5, 12, 2014 — [356, 186, 467, 194]
notice-heading: FICTITIOUS BUSINESS NAME STATEMENT FILE NO. 2014-073482 — [356, 1357, 509, 1372]
legal-notice — [6, 1079, 171, 1223]
section-title: LEGAL NOTICES — [18, 1, 348, 42]
legal-notice — [706, 1157, 871, 1301]
notice-publication-dates: Dates Pub: March 22, 29, April 5, 12, 2014 — [6, 1365, 117, 1373]
notice-body: The following person(s) is (are) doing business as: LE CHIC BOUTIQUE, 460 W. HOLT AVE., POMONA, CA 91768. Full name of registrant(s) is (are) PATRICIA GALVEZ, 737 N. HAMILTON BLVD., POMONA, CA 91768. This Business is conducted by: A GENERAL PARTNERSHIP. Signed: NANCY CONTRERAS, 14238 HAYNES ST., VAN NUYS, CA 91401. This statement was filed with the County Clerk of Los Angeles County on 03/19/2014. The registrant(s) has (have) commenced to transact business under the fictitious business name or names listed above on N/A. NOTICE: This Fictitious Name Statement expires five years from the date it was filed in the office of the County Clerk. A new Fictitious Business Name Statement must be filed prior to that date. The filing of this statement does not of itself authorize the use in this state of a Fictitious Business Name in violation of the rights of another under Federal, State, or common law (See section 14411 et seq. Business and Professions Code)Publish: Mountain Views News — [356, 1371, 521, 1494]
legal-notice — [181, 207, 346, 358]
notice-publication-dates: Dates Pub: March 22, 29, April 5, 12, 2014 — [881, 494, 992, 502]
notice-body: The following person(s) is (are) doing business as: SANTEE NAILS SPA, 950 SANTEE ST. #7, L.A., CA 90015. Full name of registrant(s) is (are) TUYEN TRAN, 950 SANTEE ST. #7, L.A., CA 90015. This Business is conducted by: AN INDIVIDUAL. Signed: TUYEN TRAN. This statement was filed with the County Clerk of Los Angeles County on 03/17/2014. The registrant(s) has (have) commenced to transact business under the fictitious business name or names listed above on 03/17/2014. NOTICE: This Fictitious Name Statement expires five years from the date it was filed in the office of the County Clerk. A new Fictitious Business Name Statement must be filed prior to that date. The filing of this statement does not of itself authorize the use in this state of a Fictitious Business Name in violation of the rights of another under Federal, State, or common law (See section 14411 et seq. Business and Professions Code)Publish: Mountain Views News — [706, 371, 871, 487]
notice-body: The following person(s) is (are) doing business as: FOCO LIGHTING SERVICES, 2748 CLEARWATER ST., L.A., CA 90039. Full name of registrant(s) is (are) CA WARD BENITEZ, 1135 CORNWELL ST., L.A., CA 90033. This Business is conducted by: AN INDIVIDUAL. Signed: CA WARD BENITEZ. This statement was filed with the County Clerk of Los Angeles County on 03/14/2014. The registrant(s) has (have) commenced to transact business under the fictitious business name or names listed above on N/A. NOTICE: This Fictitious Name Statement expires five years from the date it was filed in the office of the County Clerk. A new Fictitious Business Name Statement must be filed prior to that date. The filing of this statement does not of itself authorize the use in this state of a Fictitious Business Name in violation of the rights of another under Federal, State, or common law (See section 14411 et seq. Business and Professions Code)Publish: Mountain Views News — [181, 971, 346, 1088]
notice-body: The following person(s) is (are) doing business as: NELLY BOUTIQUE, 9505 E. ROSECRANS AVE. UNIT 5, PARAMOUNT, CA 90723. Full name of registrant(s) is (are) INEZ HERNANDEZ, 8802 ROSE ST., BELLFLOWER, CA 90706. This Business is conducted by: AN INDIVIDUAL. Signed: INEZ HERNANDEZ. This statement was filed with the County Clerk of Los Angeles County on 03/19/2014. The registrant(s) has (have) commenced to transact business under the fictitious business name or names listed above on N/A. NOTICE: This Fictitious Name Statement expires five years from the date it was filed in the office of the County Clerk. A new Fictitious Business Name Statement must be filed prior to that date. The filing of this statement does not of itself authorize the use in this state of a Fictitious Business Name in violation of the rights of another under Federal, State, or common law (See section 14411 et seq. Business and Professions Code)Publish: Mountain Views News — [531, 657, 696, 780]
legal-notice — [531, 50, 696, 194]
notice-heading: FICTITIOUS BUSINESS NAME STATEMENT FILE NO. 2014-069092 — [356, 643, 509, 658]
legal-notice — [706, 357, 871, 494]
notice-publication-dates: Dates Pub: March 22, 29, April 5, 12, 2014 — [181, 1387, 292, 1395]
legal-notice — [181, 1251, 346, 1395]
notice-body: The following person(s) is (are) doing business as: W. PLUM ST., COMPTON, CA 90222. Full name of registrant(s) is (are) JAMES DUKES, 812 W. PLUM ST., COMPTON, CA 90222. This Business is conducted by: AN INDIVIDUAL. Signed: JAMES DUKES. This statement was filed with the County Clerk of Los Angeles County on 03/19/2014. The registrant(s) has (have) commenced to transact business under the fictitious business name or names listed above on N/A. NOTICE: This Fictitious Name Statement expires five years from the date it was filed in the office of the County Clerk. A new Fictitious Business Name Statement must be filed prior to that date. The filing of this statement does not of itself authorize the use in this state of a Fictitious Business Name in violation of the rights of another under Federal, State, or common law (See section 14411 et seq. Business and Professions Code)Publish: Mountain Views News — [706, 1028, 871, 1144]
notice-heading: FICTITIOUS BUSINESS NAME STATEMENT FILE NO. 2014-074510 — [356, 492, 509, 508]
legal-notice — [356, 943, 521, 1087]
notice-heading: FICTITIOUS BUSINESS NAME STATEMENT FILE NO. 2014-069759 — [6, 357, 159, 372]
notice-publication-dates: Dates Pub: March 22, 29, April 5, 12, 2014 — [6, 1215, 117, 1223]
notice-publication-dates: Dates Pub: March 22, 29, April 5, 12, 2014 — [706, 1143, 817, 1151]
notice-body: The following person(s) is (are) doing business as: OSUNA'S AUTO TRANSPORTATION, 7551 LEMORAN AVE., PICO RIVERA, CA 90660. Full name of registrant(s) is (are) SERGIO MOSUNA JR., 7551 LEMORAN AVE., PICO RIVERA, CA 90660. This Business is conducted by: AN INDIVIDUAL. Signed: SERGIO M OSUNA JR. This statement was filed with the County Clerk of Los Angeles County on 03/17/2014. The registrant(s) has (have) commenced to transact business under the fictitious business name or names listed above on 03/14/2014. NOTICE: This Fictitious Name Statement expires five years from the date it was filed in the office of the County Clerk. A new Fictitious Business Name Statement must be filed prior to that date. The filing of this statement does not of itself authorize the use in this state of a Fictitious Business Name in violation of the rights of another under Federal, State, or common law (See section 14411 et seq. Business and Professions Code)Publish: Mountain Views News — [531, 1350, 696, 1473]
notice-publication-dates: Dates Pub: March 22, 29, April 5, 12, 2014 — [881, 186, 992, 194]
notice-publication-dates: Dates Pub: March 22, 29, April 5, 12, 2014 — [881, 808, 992, 816]
legal-notice — [181, 1100, 346, 1244]
legal-notice — [181, 365, 346, 509]
legal-notice — [881, 822, 1047, 959]
legal-notice — [6, 357, 171, 494]
notice-body: The following person(s) is (are) doing business as: LONG BOY BARBER SHOP, 1051 E. ATLANTIC BLVD., L.A., CA 90022. Full name of registrant(s) is (are) SILVIA MACIAS, 1051 E. ATLANTIC BLVD., L.A., CA 90022. This Business is conducted by: AN INDIVIDUAL. Signed: SILVIA MACIAS. This statement was filed with the County Clerk of Los Angeles County on 03/17/2014. The registrant(s) has (have) commenced to transact business under the fictitious business name or names listed above on N/A. NOTICE: This Fictitious Name Statement expires five years from the date it was filed in the office of the County Clerk. A new Fictitious Business Name Statement must be filed prior to that date. The filing of this statement does not of itself authorize the use in this state of a Fictitious Business Name in violation of the rights of another under Federal, State, or common law (See section 14411 et seq. Business and Professions Code)Publish: Mountain Views News — [356, 1521, 521, 1637]
legal-notice — [706, 636, 871, 794]
notice-heading: FICTITIOUS BUSINESS NAME STATEMENT FILE NO. 2014-073891 — [706, 50, 859, 65]
notice-heading: FICTITIOUS BUSINESS NAME STATEMENT FILE NO. 2014-071905 — [706, 800, 859, 815]
legal-notice — [881, 965, 1047, 1030]
notice-heading: FICTITIOUS BUSINESS NAME STATEMENT FILE NO. 2014-072906 — [6, 1228, 159, 1244]
notice-publication-dates: Dates Pub: March 22, 29, April 5, 12, 2014 — [531, 929, 642, 937]
legal-notice — [531, 1486, 696, 1630]
notice-body: The following person(s) is (are) doing business as: EL BORREGUERO OUTLET, 200 W. HOLT AVE., POMONA, CA 91768. Full name of registrant(s) is (are) MARIA GONZALEZ ALEMAN, 11980 NORTON AVE., POMONA, CA 91766. This Business is conducted by: AN INDIVIDUAL. Signed: MARIA GONZALEZ ALEMAN. This statement was filed with the County Clerk of Los Angeles County on 03/20/2014. The registrant(s) has (have) commenced to transact business under the fictitious business name or names listed above on N/A. NOTICE: This Fictitious Name Statement expires five years from the date it was filed in the office of the County Clerk. A new Fictitious Business Name Statement must be filed prior to that date. The filing of this statement does not of itself authorize the use in this state of a Fictitious Business Name in violation of the rights of another under Federal, State, or common law (See section 14411 et seq. Business and Professions Code)Publish: Mountain Views News — [181, 529, 346, 652]
notice-heading: FICTITIOUS BUSINESS NAME STATEMENT FILE NO. 2014-071023 — [881, 357, 1034, 372]
notice-body: The following person(s) is (are) doing business as: J. MIRANDA DIESEL TRUCK REPAIR, 1905 E. 2nd ST., ALHAMBRA, CA 91803. Full name of registrant(s) is (are) JAIME MIRANDA, 1905 E. 2nd ST., ALHAMBRA, CA 91803. This Business is conducted by: AN INDIVIDUAL. Signed: JAIME MIRANDA. This statement was filed with the County Clerk of Los Angeles County on 03/14/2014. The registrant(s) has (have) commenced to transact business under the fictitious business name or names listed above on N/A. NOTICE: This Fictitious Name Statement expires five years from the date it was filed in the office of the County Clerk. A new Fictitious Business Name Statement must be filed prior to that date. The filing of this statement does not of itself authorize the use in this state of a Fictitious Business Name in violation of the rights of another under Federal, State, or common law (See section 14411 et seq. Business and Professions Code)Publish: Mountain Views News — [356, 657, 521, 780]
notice-publication-dates: Dates Pub: March 22, 29, April 5, 12, 2014 — [6, 779, 117, 787]
notice-publication-dates: Dates Pub: March 22, 29, April 5, 12, 2014 — [881, 951, 992, 959]
notice-body: The following person(s) is (are) doing business as: QUEEN CITY REALTY, 116 E. SAN ANTONIO DR STE H, LONG BEACH, CA 90807. Full name of registrant(s) is (are) MARIO REED INC., 116 E. SAN ANTONIO DR STE H, LONG BEACH, CA 90807. This Business is conducted by: A CORPORATION. Signed: MARIO REED. This statement was filed with the County Clerk of Los Angeles County on 03/18/2014. The registrant(s) has (have) commenced to transact business under the fictitious business name or names listed above on N/A. NOTICE: This Fictitious Name Statement expires five years from the date it was filed in the office of the County Clerk. A new Fictitious Business Name Statement must be filed prior to that date. The filing of this statement does not of itself authorize the use in this state of a Fictitious Business Name in violation of the rights of another under Federal, State, or common law (See section 14411 et seq. Business and Professions Code)Publish: Mountain Views News — [531, 957, 696, 1080]
notice-body: The following person(s) is (are) doing business as: SPLASH PREMIUM E-LIQUID, 13302½ WESTERN AVE., GARDENA, CA 90249. Full name of registrant(s) is (are) DAN CORBETT, 10311 CAULFIELD DR., ELLICOTT CITY, MD 21042. This Business is conducted by: A LIMITED LIABILITY COMPANY. Signed: DAN CORBETT. This statement was filed with the County Clerk of Los Angeles County on 03/19/2014. The registrant(s) has (have) commenced to transact business under the fictitious business name or names listed above on N/A. — [706, 935, 871, 1008]
notice-body: The following person(s) is (are) doing business as: ATOMY CORNERSTONE CENTER, 520 S. LAFAYETTE PARK PL. #444, L.A., CA 90057. Full name of registrant(s) is (are) KWANG JOO HAM, 135 LIVINGSTON DRIVE, FULLERTON, CA 92835. This Business is conducted by: AN INDIVIDUAL. Signed: KWANG JOO HAM. This statement was filed with the County Clerk of Los Angeles County on 03/20/2014. The registrant(s) has (have) commenced to transact business under the fictitious business name or names listed above on N/A. NOTICE: This Fictitious Name Statement expires five years from the date it was filed in the office of the County Clerk. A new Fictitious Business Name Statement must be filed prior to that date. The filing of this statement does not of itself authorize the use in this state of a Fictitious Business Name in violation of the rights of another under Federal, State, or common law (See section 14411 et seq. Business and Professions Code)Publish: Mountain Views News — [6, 514, 171, 637]
notice-body: The following person(s) is (are) doing business as: SYNERGY FINANCIAL, 1079 S. CENTRAL AVE., COMPTON, CA 90220. Full name of registrant(s) is (are) NANCY BUTTON, 215 W. 224th PL., CARSON, CA 90745. HENRY TAPIA, 9725 W. 229th ST., TORRANCE, CA 90505. This Business is conducted by: A GENERAL PARTNERSHIP. Signed: NANCY BUTTON. This statement was filed with the County Clerk of Los Angeles County on 03/17/2014. The registrant(s) has (have) commenced to transact business under the fictitious business name or names listed above on N/A. NOTICE: This Fictitious Name Statement expires five years from the date it was filed in the office of the County Clerk. A new Fictitious Business Name Statement must be filed prior to that date. The filing of this statement does not of itself authorize the use in this state of a Fictitious Business Name in violation of the rights of another under Federal, State, or common law (See section 14411 et seq. Business and Professions Code)Publish: Mountain Views News — [706, 1321, 871, 1444]
legal-notice — [531, 343, 696, 487]
notice-publication-dates: Dates Pub: March 22, 29, April 5, 12, 2014 — [181, 1629, 292, 1637]
legal-notice — [356, 1243, 521, 1351]
notice-publication-dates: Dates Pub: March 22, 29, April 5, 12, 2014 — [6, 186, 117, 194]
notice-heading: FICTITIOUS BUSINESS NAME STATEMENT FILE NO. 2014-068532 — [181, 957, 334, 972]
legal-notice — [181, 50, 346, 201]
notice-heading: FICTITIOUS BUSINESS NAME STATEMENT FILE NO. 2014-072346 — [356, 1093, 509, 1108]
notice-body: The following person(s) is (are) doing business as: D CONNECT, 4320% ROSEMEAD BLVD., PICO RIVERA, CA 90660. Full name of registrant(s) is (are) DONALD SALAMI, 514 W. WILCOX AVE. #17, MONTEBELLO, CA 90640. This Business is conducted by: AN INDIVIDUAL. Signed: DONALD SALAMI. This statement was filed with the County Clerk of Los Angeles County on 03/17/2014. The registrant(s) has (have) commenced to transact business under the fictitious business name or names listed above on N/A. NOTICE: This Fictitious Name Statement expires five years from the date it was filed in the office of the County Clerk. A new Fictitious Business Name Statement must be filed prior to that date. The filing of this statement does not of itself authorize the use in this state of a Fictitious Business Name in violation of the rights of another under Federal, State, or common law (See section 14411 et seq. Business and Professions Code)Publish: Mountain Views News — [6, 1393, 171, 1516]
notice-body: The following person(s) is (are) doing business as: GREEN LIGHT MY FILMS, 1251 SEPULVEDA BLVD. STE 284, TORRANCE, CA 90502. Full name of registrant(s) is (are) MEDIA FUNDING VICTORIES, INC., 1251 SEPULVEDA BLVD. STE 284, TORRANCE, CA 90502. This Business is conducted by: A CORPORATION. Signed: JOHN FRANCIS LINCOLN III. This statement was filed with the County Clerk of Los Angeles County on 03/17/2014. The registrant(s) has (have) commenced to transact business under the fictitious business name or names listed above on N/A. NOTICE: This Fictitious Name Statement expires five years from the date it was filed in the office of the County Clerk. A new Fictitious Business Name Statement must be filed prior to that date. The filing of this statement does not of itself authorize the use in this state of a Fictitious Business Name in violation of the rights of another under Federal, State, or common law (See section 14411 et seq. Business and Professions Code)Publish: Mountain Views News — [181, 1500, 346, 1630]
notice-publication-dates: Dates Pub: March 22, 29, April 5, 12, 2014 — [6, 344, 117, 352]
legal-notice — [6, 200, 171, 351]
notice-heading: FICTITIOUS BUSINESS NAME STATEMENT FILE NO. 2014-074035 — [181, 207, 334, 222]
notice-body: The following person(s) is (are) doing business as: ESPINOSA FOOD DISTRIBUTOR, 2547 W. 12th ST. #1, L.A., CA 90006. Full name of registrant(s) is (are) HELVA LAVINIA RIVERA DE OCHOA, 2547 W. 12th ST. #1, L.A., CA 90006. This Business is conducted by: AN INDIVIDUAL. Signed: HELVA LAVINIA RIVERA DE OCHOA. This statement was filed with the County Clerk of Los Angeles County on 03/13/2014. The registrant(s) has (have) commenced to transact business under the fictitious business name or names listed above on N/A. NOTICE: This Fictitious Name Statement expires five years from the date it was filed in the office of the County Clerk. A new Fictitious Business Name Statement must be filed prior to that date. The filing of this statement does not of itself authorize the use in this state of a Fictitious Business Name in violation of the rights of another under Federal, State, or common law (See section 14411 et seq. Business and Professions Code)Publish: Mountain Views News — [181, 378, 346, 502]
notice-body: The following person(s) is (are) doing business as: GW 728, 15530 GUNDRY AVE., PARAMOUNT, CA 90723. Full name of registrant(s) is (are) GREGORY WILLIAMS, 15530 GUNDRY AVE., PARAMOUNT, CA 90723. This Business is conducted by: AN INDIVIDUAL. Signed: GREGORY WILLIAMS. This statement was filed with the County Clerk of Los Angeles County on 03/20/2014. The registrant(s) has (have) commenced to transact business under the fictitious business name or names listed above on 12/01/2013. NOTICE: This Fictitious Name Statement expires five years from the date it was filed in the office of the County Clerk. A new Fictitious Business Name Statement must be filed prior to that date. The filing of this statement does not of itself authorize the use in this state of a Fictitious Business Name in violation of the rights of another under Federal, State, or common law (See section 14411 et seq. Business and Professions Code)Publish: Mountain Views News — [356, 64, 521, 187]
notice-body: The following person(s) is (are) doing business as: CHROME FR, 8227 BLACKBURN AVE. #1, L.A., CA 90048. Full name of registrant(s) is (are) CHROME FR, 8227 BLACKBURN AVE. #1, L.A., CA 90048. This Business is conducted by: A CORPORATION. Signed: LISA ELLEN KUNCHEY. This statement was filed with the County Clerk of Los Angeles County on 03/17/2014. The registrant(s) has (have) commenced to transact business under the fictitious business name or names listed above on 01/2012. NOTICE: This Fictitious Name Statement expires five years from the date it was filed in the office of the County Clerk. A new Fictitious Business Name Statement must be filed prior to that date. The filing of this statement does not of itself authorize the use in this state of a Fictitious Business Name in violation of the rights of another under Federal, State, or common law (See section 14411 et seq. Business and Professions Code)Publish: Mountain Views News — [6, 950, 171, 1066]
notice-heading: FICTITIOUS BUSINESS NAME STATEMENT FILE NO. 2014-070911 — [6, 1529, 159, 1544]
notice-body: The following person(s) is (are) doing business as: ECONOMIC DEVELOPMENT COMMITTEE, 355 S. GRAND AVE STE 2450, L.A., CA 90071. Full name of registrant(s) is (are) AMERICAN INTERNATIONAL CHAMBER OF COMMERCE, 355 S. GRAND AVE STE 2450, L.A., CA 90071. This Business is conducted by: A CORPORATION. Signed: JASON QUIN. This statement was filed with the County Clerk of Los Angeles County on 03/20/2014. The registrant(s) has (have) commenced to transact business under the fictitious business name or names listed above on 03/01/2006. NOTICE: This Fictitious Name Statement expires five years from the date it was filed in the office of the County Clerk. A new Fictitious Business Name Statement must be filed prior to that date. The filing of this statement does not of itself authorize the use in this state of a Fictitious Business Name in violation of the rights of another under Federal, State, or common law (See section 14411 et seq. Business and Professions Code)Publish: Mountain Views News — [181, 221, 346, 352]
notice-body: The following person(s) is (are) doing business as: HECKS LOCKSHOP, 640 N. AVALON BLVD., WILMINGTON, CA 90744. Full name of registrant(s) is (are) FRANCISCO JAVIER ARRIZCUA, 640 N. AVALON BLVD., WILMINGTON, CA 90744. This Business is conducted by: AN INDIVIDUAL. Signed: FRANCISCO JAVIER ARRIZCUA. This statement was filed with the County Clerk of Los Angeles County on 03/19/2014. The registrant(s) has (have) commenced to transact business under the fictitious business name or names listed above on N/A. NOTICE: This Fictitious Name Statement expires five years from the date it was filed in the office of the County Clerk. A new Fictitious Business Name Statement must be filed prior to that date. The filing of this statement does not of itself authorize the use in this state of a Fictitious Business Name in violation of the rights of another under Federal, State, or common law (See section 14411 et seq. Business and Professions Code)Publish: Mountain Views News — [356, 357, 521, 480]
notice-publication-dates: Dates Pub: March 22, 29, April 5, 12, 2014 — [181, 351, 292, 359]
notice-publication-dates: Dates Pub: March 22, 29, April 5, 12, 2014 — [881, 344, 992, 352]
legal-notice — [531, 943, 696, 1087]
legal-notice — [881, 507, 1047, 651]
notice-publication-dates: Dates Pub: March 22, 29, April 5, 12, 2014 — [356, 1637, 467, 1645]
notice-heading: FICTITIOUS BUSINESS NAME STATEMENT FILE NO. 2014-072354 — [6, 200, 159, 215]
notice-heading: FICTITIOUS BUSINESS NAME STATEMENT FILE NO. 2014-073728 — [881, 507, 1034, 522]
notice-body: The following person(s) is (are) doing business as: ADVANCE CARE SPECIALIST MEDICAL CLINIC, 4025 MAINE ST., BALDWIN PARK, CA 91706. Full name of registrant(s) is (are) RONALD SCHILLING MD INC., 3933 MISTRAL ST., HUNTINGTON BEACH, CA 92649. This Business is conducted by: A CORPORATION. Signed: RONALD SCHILLING. This statement was filed with the County Clerk of Los Angeles County on 03/18/2014. The registrant(s) has (have) commenced to transact business under the fictitious business name or names listed above on N/A. NOTICE: This Fictitious Name Statement expires five years from the date it was filed in the office of the County Clerk. A new Fictitious Business Name Statement must be filed prior to that date. The filing of this statement does not of itself authorize the use in this state of a Fictitious Business Name in violation of the rights of another under Federal, State, or common law (See section 14411 et seq. Business and Professions Code)Publish: Mountain Views News — [6, 64, 171, 187]
notice-publication-dates: Dates Pub: March 22, 29, April 5, 12, 2014 — [531, 1622, 642, 1630]
notice-body: The following person(s) is (are) doing business as: URBAN INFERNOS MOTHER WOOF, 1506 SAMPSON PL., L.A., CA 90063. Full name of registrant(s) is (are) JOSEPH CORONA, 1506 SAMPSON PL., L.A., CA 90063. This Business is conducted by: AN INDIVIDUAL. Signed: JOSEPH CORONA. This statement was filed with the County Clerk of Los Angeles County on 03/20/2014. — [881, 979, 1047, 1030]
notice-heading: FICTITIOUS BUSINESS NAME STATEMENT FILE NO. 2014-070070 — [531, 1093, 684, 1108]
notice-heading: FICTITIOUS BUSINESS NAME STATEMENT FILE NO. 2014-071087 — [706, 357, 859, 372]
notice-publication-dates: Dates Pub: March 22, 29, April 5, 12, 2014 — [6, 1065, 117, 1073]
legal-notice — [706, 800, 871, 915]
notice-publication-dates: Dates Pub: March 22, 29, April 5, 12, 2014 — [356, 779, 467, 787]
legal-notice — [6, 650, 171, 787]
legal-notice — [881, 50, 1047, 194]
column-4 — [531, 50, 700, 1968]
notice-heading: FICTITIOUS BUSINESS NAME STATEMENT FILE NO. 2014-069893 — [881, 200, 1034, 215]
notice-heading: FICTITIOUS BUSINESS NAME STATEMENT FILE NO. 2014-074037 — [181, 50, 334, 65]
notice-heading: FICTITIOUS BUSINESS NAME STATEMENT FILE NO. 2014-073607 — [531, 643, 684, 658]
legal-notice — [6, 793, 171, 930]
notice-heading: FICTITIOUS BUSINESS NAME STATEMENT FILE NO. 2014-069611 — [531, 1192, 684, 1208]
legal-notice — [881, 200, 1047, 351]
notice-publication-dates: Dates Pub: March 22, 29, April 5, 12, 2014 — [531, 1322, 642, 1330]
notice-heading: FICTITIOUS BUSINESS NAME STATEMENT FILE NO. 2014-070547 — [706, 1156, 859, 1172]
